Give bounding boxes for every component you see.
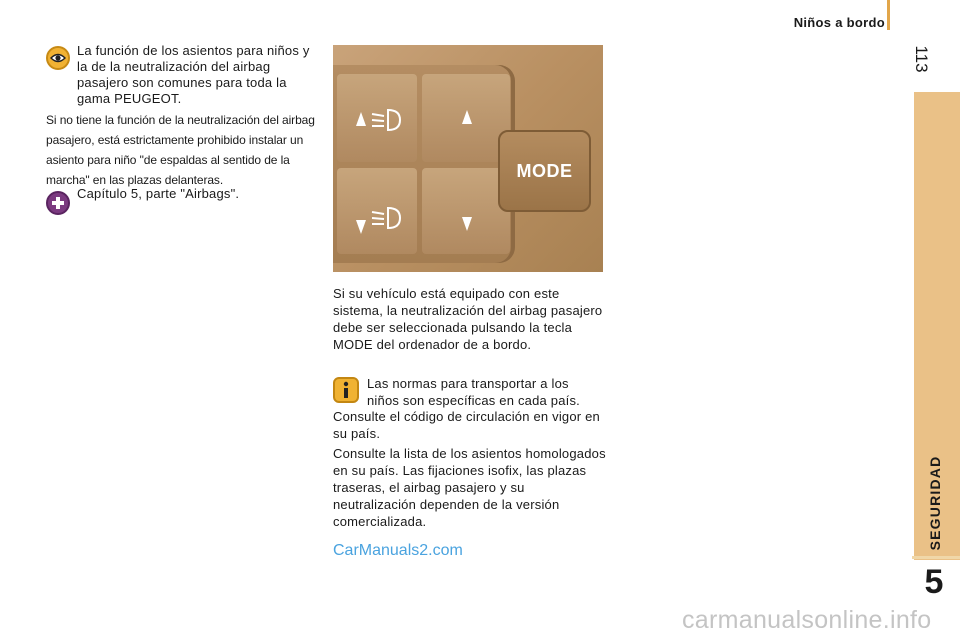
headlamp-icon	[368, 204, 404, 232]
headlamp-icon	[368, 106, 404, 134]
note-eye-text: La función de los asientos para niños y la de la neutralización del airbag pasajero son comunes para toda la gama PEUGEOT.	[77, 43, 310, 106]
mode-button: MODE	[498, 130, 591, 212]
arrow-up-icon	[462, 110, 472, 124]
carmanuals-watermark[interactable]: CarManuals2.com	[333, 542, 463, 559]
down-button	[422, 168, 510, 254]
note-plus-text: Capítulo 5, parte "Airbags".	[77, 186, 240, 201]
page-number: 113	[912, 45, 931, 73]
info-icon	[333, 377, 359, 403]
arrow-down-icon	[462, 217, 472, 231]
chapter-number: 5	[924, 563, 944, 601]
plus-icon	[46, 191, 70, 215]
consult-list-text: Consulte la lista de los asientos homologados en su país. Las fijaciones isofix, las plazas traseras, el airbag pasajero y su neutralización dependen de la versión comercializada.	[333, 446, 606, 529]
section-label: SEGURIDAD	[927, 455, 943, 551]
carmanualsonline-watermark[interactable]: carmanualsonline.info	[682, 606, 932, 634]
eye-icon	[46, 46, 70, 70]
info-note-text: Las normas para transportar a los niños son específicas en cada país.	[367, 376, 580, 408]
section-title: Niños a bordo	[793, 15, 885, 30]
warning-text: Si no tiene la función de la neutralización del airbag pasajero, está estrictamente prohibido instalar un asiento para niño "de espaldas al sentido de la marcha" en las plazas delanteras.	[46, 113, 315, 187]
arrow-up-icon	[356, 112, 366, 126]
consult-code-text: Consulte el código de circulación en vigor en su país.	[333, 409, 600, 441]
arrow-down-icon	[356, 220, 366, 234]
description-text: Si su vehículo está equipado con este sistema, la neutralización del airbag pasajero debe ser seleccionada pulsando la tecla MODE del ordenador de a bordo.	[333, 286, 603, 352]
header-divider	[887, 0, 890, 30]
